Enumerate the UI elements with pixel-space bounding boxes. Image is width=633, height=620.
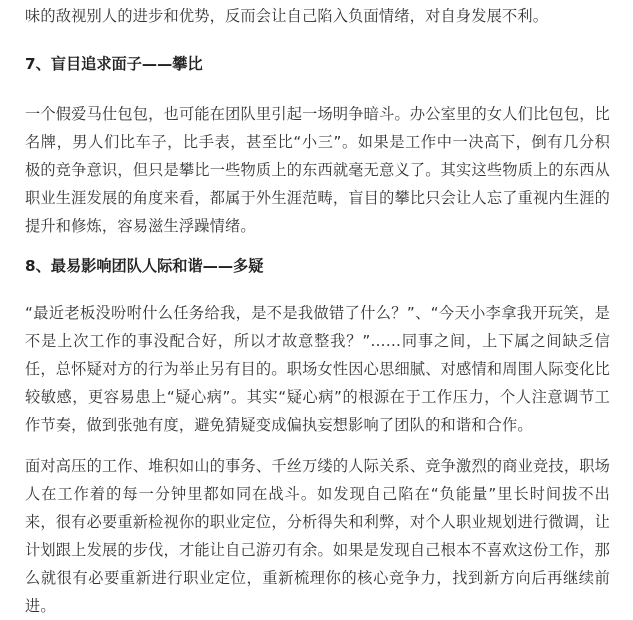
section-8-paragraph: “最近老板没吩咐什么任务给我，是不是我做错了什么？”、“今天小李拿我开玩笑，是不是上次工作的事没配合好，所以才故意整我？”……同事之间，上下属之间缺乏信任，总怀疑对方的行为举止另有目的。职场女性因心思细腻、对感情和周围人际变化比较敏感，更容易患上“疑心病”。其实“疑心病”的根源在于工作压力，个人注意调节工作节奏，做到张弛有度，避免猜疑变成偏执妄想影响了团队的和谐和合作。: [25, 304, 610, 434]
intro-paragraph-tail: 味的敌视别人的进步和优势，反而会让自己陷入负面情绪，对自身发展不利。: [25, 7, 549, 25]
section-7-paragraph: 一个假爱马仕包包，也可能在团队里引起一场明争暗斗。办公室里的女人们比包包，比名牌，男人们比车子，比手表，甚至比“小三”。如果是工作中一决高下，倒有几分积极的竞争意识，但只是攀比一些物质上的东西就毫无意义了。其实这些物质上的东西从职业生涯发展的角度来看，都属于外生涯范畴，盲目的攀比只会让人忘了重视内生涯的提升和修炼，容易滋生浮躁情绪。: [25, 105, 610, 235]
section-8-heading: 8、最易影响团队人际和谐——多疑: [25, 257, 264, 275]
closing-paragraph: 面对高压的工作、堆积如山的事务、千丝万缕的人际关系、竞争激烈的商业竞技，职场人在工作着的每一分钟里都如同在战斗。如发现自己陷在“负能量”里长时间拔不出来，很有必要重新检视你的职业定位，分析得失和利弊，对个人职业规划进行微调，让计划跟上发展的步伐，才能让自己游刃有余。如果是发现自己根本不喜欢这份工作，那么就很有必要重新进行职业定位，重新梳理你的核心竞争力，找到新方向后再继续前进。: [25, 457, 610, 615]
section-7-heading: 7、盲目追求面子——攀比: [25, 55, 203, 73]
